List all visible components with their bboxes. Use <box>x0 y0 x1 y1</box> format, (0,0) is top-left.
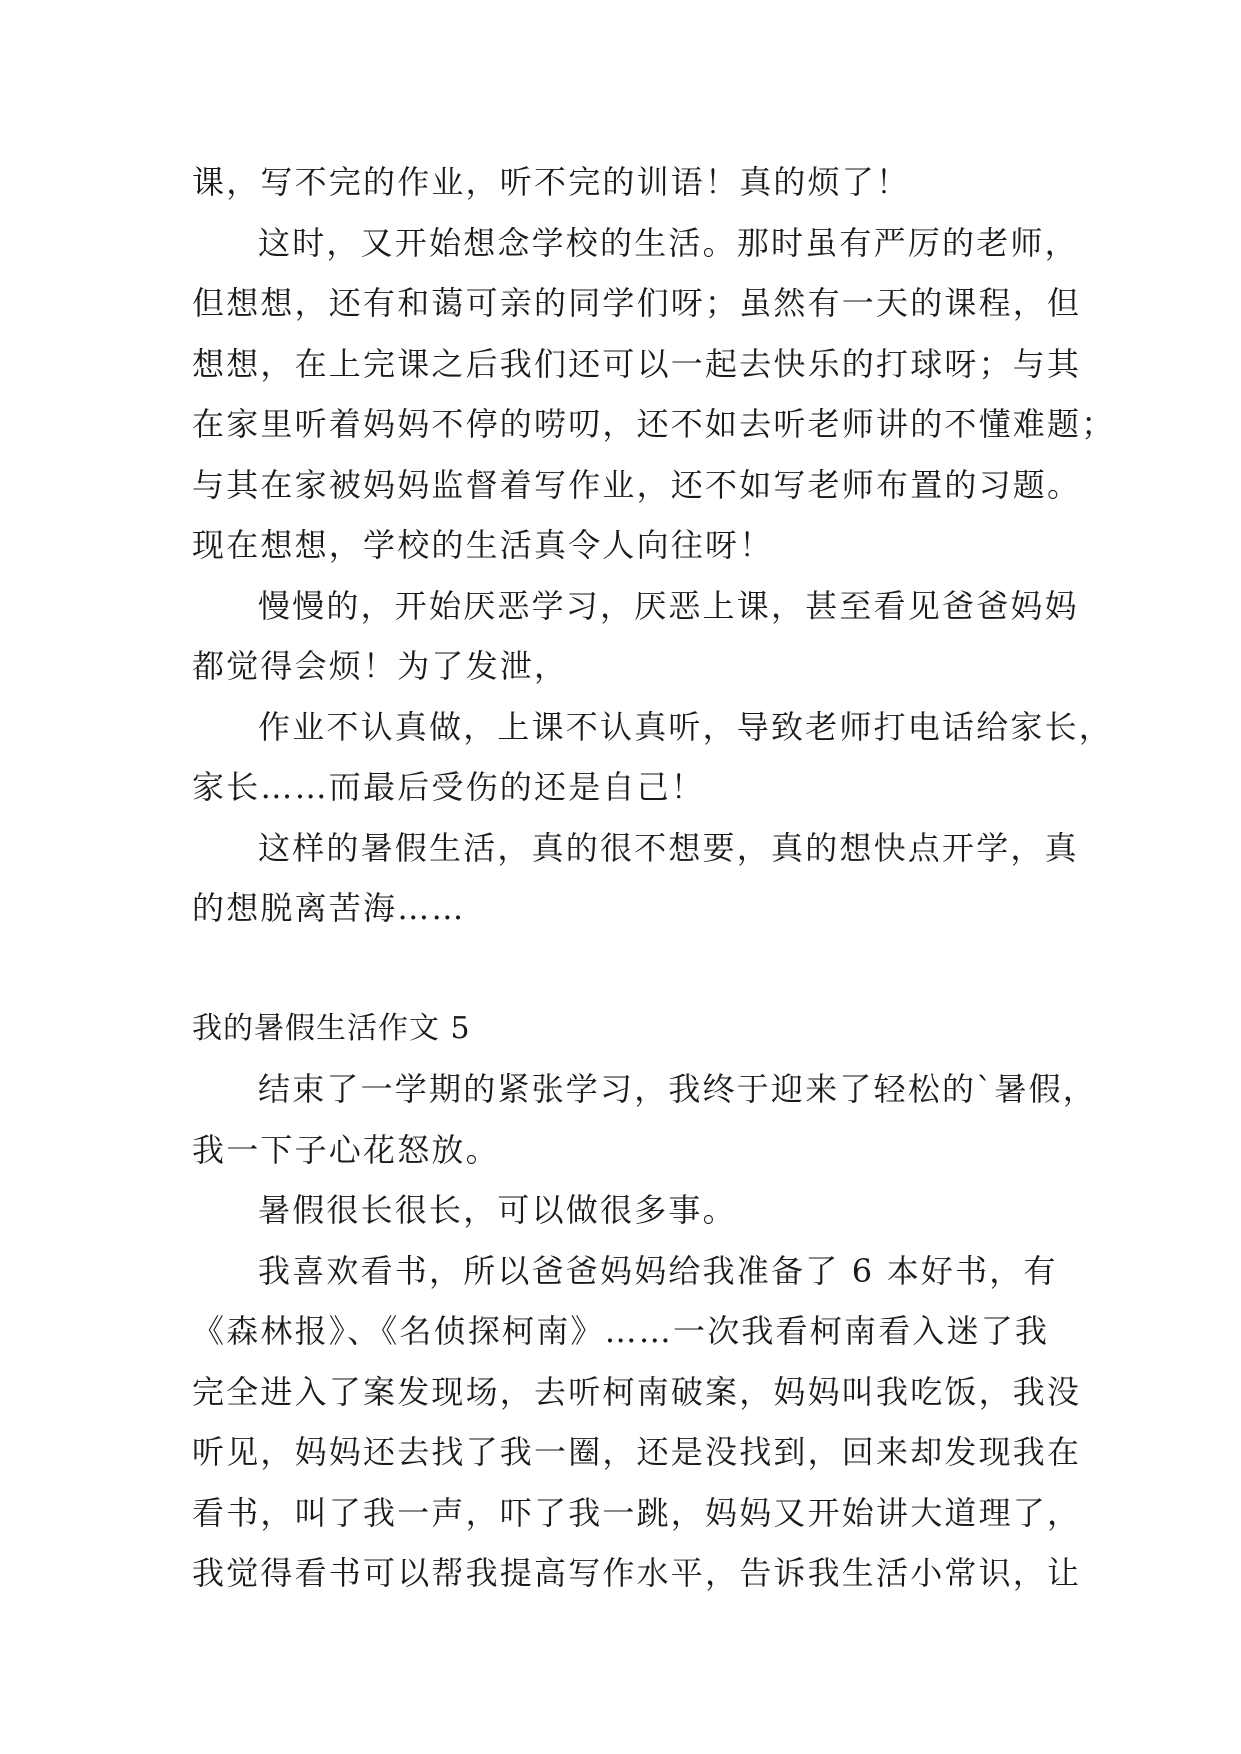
text-line: 听见，妈妈还去找了我一圈，还是没找到，回来却发现我在 <box>192 1433 1082 1471</box>
text-line: 都觉得会烦！为了发泄， <box>192 647 569 685</box>
text-line: 课，写不完的作业，听不完的训语！真的烦了！ <box>192 163 911 201</box>
text-line: 现在想想，学校的生活真令人向往呀！ <box>192 526 774 564</box>
paragraph-start-line: 结束了一学期的紧张学习，我终于迎来了轻松的`暑假， <box>258 1070 1098 1108</box>
paragraph-start-line: 作业不认真做，上课不认真听，导致老师打电话给家长， <box>258 707 1114 746</box>
document-body <box>192 152 1116 1604</box>
section-spacer <box>192 939 1072 999</box>
text-line: 完全进入了案发现场，去听柯南破案，妈妈叫我吃饭，我没 <box>192 1372 1082 1411</box>
text-line: 想想，在上完课之后我们还可以一起去快乐的打球呀；与其 <box>192 344 1082 383</box>
paragraph-start-line: 慢慢的，开始厌恶学习，厌恶上课，甚至看见爸爸妈妈 <box>258 586 1079 625</box>
text-line: 家长……而最后受伤的还是自己！ <box>192 768 706 806</box>
text-line: 我一下子心花怒放。 <box>192 1130 500 1169</box>
text-line: 《森林报》、《名侦探柯南》……一次我看柯南看入迷了我 <box>192 1312 1050 1350</box>
text-line: 在家里听着妈妈不停的唠叨，还不如去听老师讲的不懂难题； <box>192 405 1116 443</box>
text-line: 的想脱离苦海…… <box>192 889 466 927</box>
text-line: 与其在家被妈妈监督着写作业，还不如写老师布置的习题。 <box>192 465 1082 504</box>
paragraph-start-line: 这时，又开始想念学校的生活。那时虽有严厉的老师， <box>258 223 1079 262</box>
section-heading: 我的暑假生活作文 5 <box>192 1010 471 1046</box>
text-line: 但想想，还有和蔼可亲的同学们呀；虽然有一天的课程，但 <box>192 284 1082 322</box>
paragraph-start-line: 我喜欢看书，所以爸爸妈妈给我准备了 6 本好书，有 <box>258 1251 1058 1290</box>
text-line: 看书，叫了我一声，吓了我一跳，妈妈又开始讲大道理了， <box>192 1493 1082 1532</box>
paragraph-start-line: 这样的暑假生活，真的很不想要，真的想快点开学，真 <box>258 828 1079 867</box>
text-line: 我觉得看书可以帮我提高写作水平，告诉我生活小常识，让 <box>192 1554 1082 1592</box>
paragraph-start-line: 暑假很长很长，可以做很多事。 <box>258 1191 737 1229</box>
